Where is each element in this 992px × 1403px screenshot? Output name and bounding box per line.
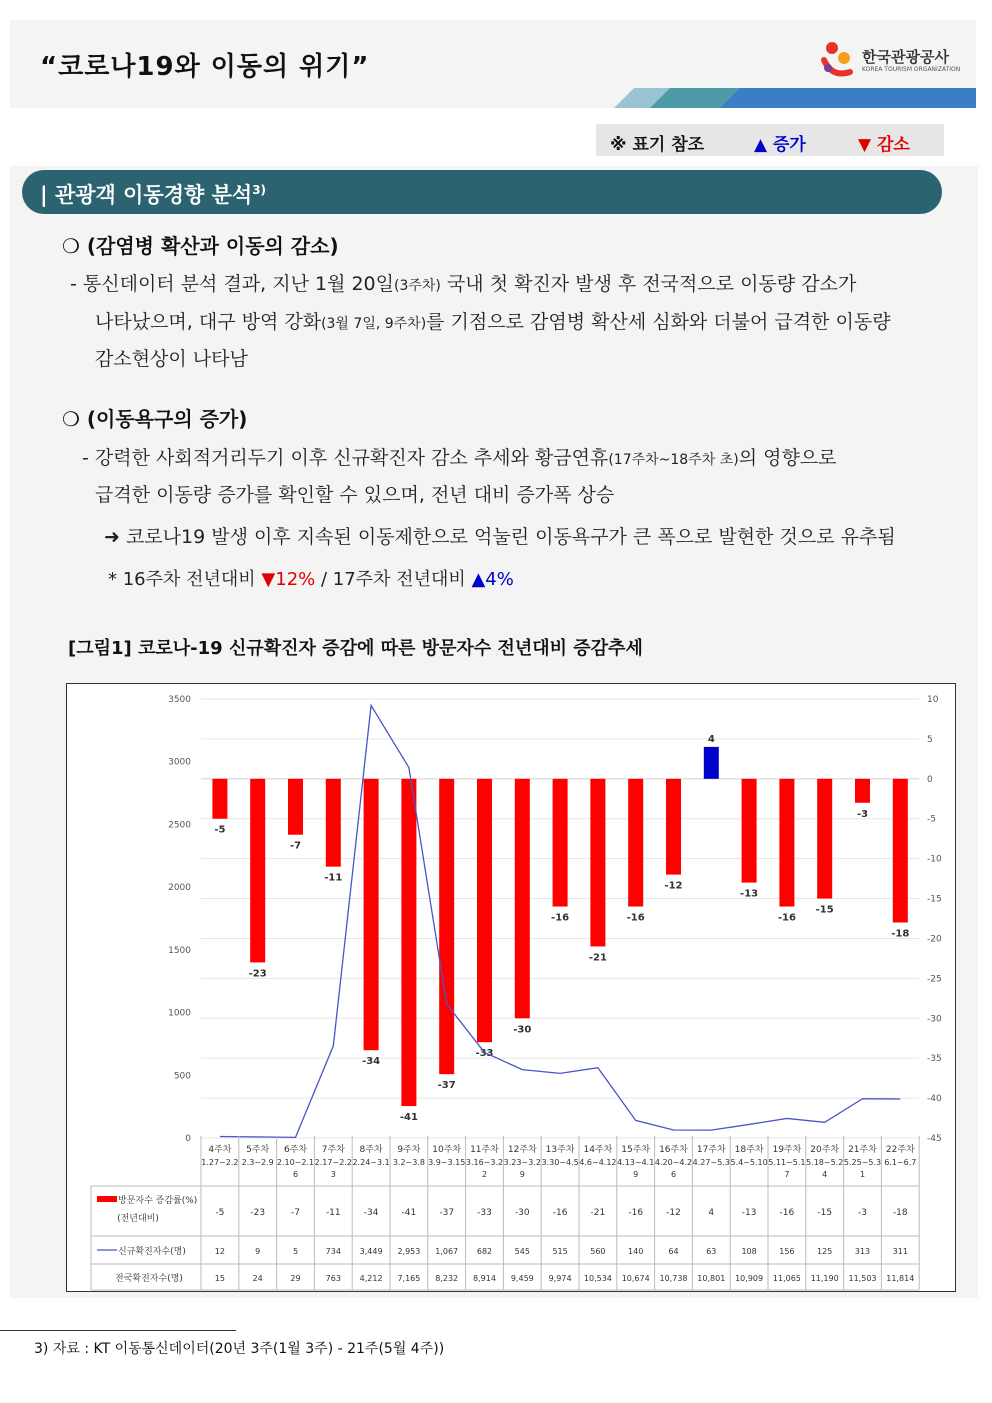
table-cell-rate: -11 — [325, 1208, 341, 1218]
item2-line2: 급격한 이동량 증가를 확인할 수 있으며, 전년 대비 증가폭 상승 — [95, 484, 615, 506]
table-cell-new-cases: 108 — [741, 1247, 757, 1256]
bar — [590, 779, 605, 947]
header-stripe-blue — [720, 88, 976, 108]
date-range-label: 3.16~3.2 — [465, 1158, 504, 1167]
left-axis-tick-label: 1000 — [168, 1008, 191, 1019]
note-decrease: ▼12% — [261, 569, 316, 590]
right-axis-tick-label: -5 — [927, 814, 936, 825]
text-span: 국내 첫 확진자 발생 후 전국적으로 이동량 감소가 — [440, 273, 857, 295]
bar-data-label: -7 — [289, 840, 302, 852]
marker-legend — [596, 124, 944, 156]
right-axis-tick-label: -10 — [927, 854, 942, 865]
text-span: (17주차~18주차 초) — [608, 452, 739, 468]
table-cell-total-cases: 4,212 — [359, 1274, 383, 1283]
item2-note — [108, 561, 514, 598]
legend-total-cases-label: 전국확진자수(명) — [115, 1274, 183, 1284]
right-axis-tick-label: -30 — [927, 1014, 942, 1025]
table-cell-rate: -21 — [590, 1208, 606, 1218]
table-cell-total-cases: 10,909 — [735, 1274, 764, 1283]
table-cell-new-cases: 1,067 — [435, 1247, 459, 1256]
table-cell-rate: -23 — [250, 1208, 266, 1218]
text-span: / 17주차 전년대비 — [315, 569, 472, 590]
table-cell-rate: -16 — [779, 1208, 795, 1218]
table-cell-new-cases: 734 — [325, 1247, 341, 1256]
date-range-label-cont: 6 — [670, 1170, 677, 1179]
table-cell-new-cases: 2,953 — [397, 1247, 421, 1256]
left-axis-tick-label: 2500 — [168, 820, 191, 831]
bar — [250, 779, 265, 963]
date-range-label: 2.17~2.2 — [314, 1158, 352, 1167]
table-cell-new-cases: 313 — [854, 1247, 871, 1256]
bar-data-label: -15 — [815, 904, 834, 916]
right-axis-tick-label: 10 — [927, 695, 939, 705]
date-range-label: 5.25~5.3 — [843, 1158, 882, 1167]
item2-arrow-line: ➜ 코로나19 발생 이후 지속된 이동제한으로 억눌린 이동욕구가 큰 폭으로 발현한 것으로 유추됨 — [104, 526, 896, 548]
logo-mark-icon — [818, 38, 858, 82]
date-range-label-cont: 9 — [633, 1170, 639, 1179]
table-cell-new-cases: 560 — [590, 1247, 606, 1256]
category-label: 12주차 — [507, 1145, 537, 1155]
date-range-label-cont: 4 — [822, 1170, 828, 1179]
section-footnote-ref: 3) — [252, 183, 267, 197]
category-label: 10주차 — [432, 1145, 462, 1155]
table-cell-new-cases: 3,449 — [359, 1247, 383, 1256]
table-cell-rate: -13 — [741, 1208, 757, 1218]
table-cell-rate: -15 — [817, 1208, 833, 1218]
table-cell-rate: -18 — [892, 1208, 908, 1218]
bar — [855, 779, 870, 803]
bar-data-label: -21 — [588, 952, 607, 964]
bar-data-label: -16 — [626, 912, 645, 924]
category-label: 5주차 — [246, 1145, 270, 1155]
category-label: 15주차 — [621, 1145, 651, 1155]
bar-data-label: -23 — [248, 968, 267, 980]
table-cell-new-cases: 682 — [476, 1247, 493, 1256]
bar-data-label: -37 — [437, 1080, 456, 1092]
legend-rate-label: 방문자수 증감률(%) — [118, 1196, 198, 1206]
category-label: 18주차 — [734, 1145, 764, 1155]
category-label: 21주차 — [848, 1145, 877, 1155]
tourism-logo — [818, 38, 961, 82]
table-cell-total-cases: 11,065 — [772, 1274, 801, 1283]
category-label: 20주차 — [810, 1145, 840, 1155]
category-label: 22주차 — [885, 1145, 915, 1155]
bar — [401, 779, 416, 1106]
date-range-label-cont: 2 — [481, 1170, 488, 1179]
bar — [364, 779, 379, 1050]
category-label: 17주차 — [696, 1145, 726, 1155]
date-range-label-cont: 1 — [859, 1170, 866, 1179]
bar — [553, 779, 568, 907]
table-cell-rate: -34 — [363, 1208, 379, 1218]
category-label: 14주차 — [583, 1145, 613, 1155]
category-label: 9주차 — [397, 1145, 421, 1155]
legend-ref: ※ 표기 참조 — [610, 135, 705, 155]
bar — [704, 747, 719, 779]
legend-new-cases-label: 신규확진자수(명) — [118, 1247, 186, 1257]
date-range-label: 3.23~3.2 — [503, 1158, 541, 1167]
bar-data-label: -33 — [475, 1048, 494, 1060]
right-axis-tick-label: -15 — [927, 894, 942, 905]
item2-heading: ❍ (이동욕구의 증가) — [62, 407, 248, 431]
logo-text: 한국관광공사 — [862, 48, 949, 66]
bar-data-label: 4 — [707, 733, 715, 745]
category-label: 13주차 — [545, 1145, 575, 1155]
table-cell-rate: -5 — [215, 1208, 225, 1218]
category-label: 7주차 — [321, 1145, 345, 1155]
category-label: 11주차 — [470, 1145, 499, 1155]
logo-subtext: KOREA TOURISM ORGANIZATION — [862, 66, 961, 73]
legend-decrease: ▼ 감소 — [858, 135, 910, 155]
date-range-label: 2.24~3.1 — [352, 1158, 390, 1167]
bar — [477, 779, 492, 1042]
text-span: (3월 7일, 9주차) — [321, 316, 427, 332]
table-cell-total-cases: 10,801 — [697, 1274, 726, 1283]
bar — [893, 779, 908, 923]
right-axis-tick-label: -45 — [927, 1134, 942, 1144]
item1-line3: 감소현상이 나타남 — [95, 348, 248, 370]
date-range-label-cont: 3 — [330, 1170, 336, 1179]
note-increase: ▲4% — [471, 569, 514, 590]
table-cell-total-cases: 24 — [252, 1274, 263, 1283]
bar — [288, 779, 303, 835]
left-axis-tick-label: 0 — [185, 1134, 191, 1144]
text-span: - 강력한 사회적거리두기 이후 신규확진자 감소 추세와 황금연휴 — [82, 447, 609, 469]
bar — [326, 779, 341, 867]
table-cell-total-cases: 29 — [290, 1274, 301, 1283]
section-title: | 관광객 이동경향 분석 — [40, 183, 253, 207]
table-cell-new-cases: 63 — [706, 1247, 717, 1256]
date-range-label: 2.10~2.1 — [276, 1158, 315, 1167]
left-axis-tick-label: 3000 — [168, 757, 191, 768]
table-cell-total-cases: 9,459 — [510, 1274, 534, 1283]
table-cell-new-cases: 9 — [255, 1247, 261, 1256]
date-range-label-cont: 9 — [519, 1170, 525, 1179]
date-range-label: 4.13~4.1 — [617, 1158, 655, 1167]
bar — [439, 779, 454, 1074]
section-header — [22, 170, 942, 214]
table-cell-total-cases: 10,534 — [583, 1274, 612, 1283]
table-cell-new-cases: 156 — [779, 1247, 795, 1256]
bar-data-label: -16 — [551, 912, 570, 924]
text-span: 나타났으며, 대구 방역 강화 — [95, 311, 322, 333]
table-cell-total-cases: 15 — [214, 1274, 225, 1283]
category-label: 19주차 — [772, 1145, 802, 1155]
table-cell-rate: -3 — [858, 1208, 867, 1218]
table-cell-total-cases: 11,814 — [886, 1274, 915, 1283]
item2-line1 — [82, 440, 837, 479]
date-range-label: 3.30~4.5 — [541, 1158, 579, 1167]
bar — [628, 779, 643, 907]
left-axis-tick-label: 500 — [173, 1071, 191, 1082]
right-axis-tick-label: -35 — [927, 1054, 942, 1065]
table-cell-rate: -37 — [439, 1208, 455, 1218]
legend-bar-swatch — [97, 1196, 117, 1202]
item1-line2 — [95, 304, 891, 343]
bar — [212, 779, 227, 819]
right-axis-tick-label: -40 — [927, 1094, 942, 1105]
table-cell-rate: -41 — [401, 1208, 417, 1218]
category-label: 4주차 — [208, 1145, 232, 1155]
table-cell-total-cases: 8,232 — [435, 1274, 459, 1283]
text-span: * 16주차 전년대비 — [108, 569, 262, 590]
category-label: 16주차 — [659, 1145, 688, 1155]
table-cell-total-cases: 10,738 — [659, 1274, 688, 1283]
date-range-label: 5.18~5.2 — [806, 1158, 844, 1167]
table-cell-new-cases: 64 — [668, 1247, 679, 1256]
table-cell-new-cases: 5 — [292, 1247, 299, 1256]
chart-frame — [66, 683, 956, 1292]
legend-increase: ▲ 증가 — [754, 135, 806, 155]
footnote: 3) 자료 : KT 이동통신데이터(20년 3주(1월 3주) - 21주(5월 4주)) — [34, 1341, 445, 1357]
date-range-label: 4.6~4.12 — [579, 1158, 617, 1167]
table-cell-rate: -12 — [666, 1208, 681, 1218]
text-span: 를 기점으로 감염병 확산세 심화와 더불어 급격한 이동량 — [426, 311, 891, 333]
date-range-label: 4.20~4.2 — [654, 1158, 693, 1167]
text-span: - 통신데이터 분석 결과, 지난 1월 20일 — [70, 273, 395, 295]
date-range-label: 5.4~5.10 — [730, 1158, 768, 1167]
bar — [666, 779, 681, 875]
table-cell-total-cases: 10,674 — [621, 1274, 650, 1283]
bar-data-label: -3 — [856, 808, 869, 820]
table-cell-new-cases: 515 — [552, 1247, 568, 1256]
table-cell-new-cases: 125 — [817, 1247, 833, 1256]
right-axis-tick-label: 0 — [927, 774, 933, 785]
table-cell-new-cases: 12 — [214, 1247, 225, 1256]
footnote-divider — [0, 1330, 236, 1331]
category-label: 6주차 — [283, 1145, 308, 1155]
date-range-label: 4.27~5.3 — [692, 1158, 730, 1167]
bar — [742, 779, 757, 883]
date-range-label-cont: 7 — [784, 1170, 790, 1179]
figure-title: [그림1] 코로나-19 신규확진자 증감에 따른 방문자수 전년대비 증감추세 — [68, 638, 643, 659]
left-axis-tick-label: 2000 — [168, 883, 191, 894]
bar — [817, 779, 832, 899]
date-range-label: 5.11~5.1 — [768, 1158, 806, 1167]
bar-data-label: -30 — [513, 1024, 532, 1036]
table-cell-rate: -30 — [514, 1208, 530, 1218]
legend-rate-sub: (전년대비) — [117, 1214, 159, 1224]
table-cell-new-cases: 311 — [892, 1247, 908, 1256]
date-range-label-cont: 6 — [292, 1170, 299, 1179]
table-cell-total-cases: 11,190 — [810, 1274, 839, 1283]
bar — [779, 779, 794, 907]
category-label: 8주차 — [359, 1145, 383, 1155]
right-axis-tick-label: -25 — [927, 974, 942, 985]
bar-data-label: -18 — [891, 928, 910, 940]
date-range-label: 3.2~3.8 — [392, 1158, 425, 1167]
bar — [515, 779, 530, 1018]
table-cell-rate: -7 — [291, 1208, 300, 1218]
bar-data-label: -12 — [664, 880, 683, 892]
bar-data-label: -5 — [214, 824, 226, 836]
item1-line1 — [70, 266, 856, 305]
table-cell-total-cases: 7,165 — [397, 1274, 421, 1283]
right-axis-tick-label: 5 — [927, 734, 933, 745]
table-cell-total-cases: 763 — [325, 1274, 341, 1283]
table-cell-rate: -16 — [628, 1208, 644, 1218]
bar-data-label: -34 — [362, 1056, 381, 1068]
date-range-label: 2.3~2.9 — [241, 1158, 274, 1167]
table-cell-total-cases: 11,503 — [848, 1274, 877, 1283]
bar-data-label: -41 — [399, 1112, 418, 1124]
date-range-label: 6.1~6.7 — [884, 1158, 917, 1167]
text-span: 의 영향으로 — [738, 447, 837, 469]
table-cell-rate: -33 — [477, 1208, 492, 1218]
left-axis-tick-label: 3500 — [168, 695, 191, 705]
bar-data-label: -16 — [777, 912, 796, 924]
table-cell-new-cases: 140 — [628, 1247, 644, 1256]
left-axis-tick-label: 1500 — [168, 945, 191, 956]
combo-chart — [67, 684, 955, 1291]
table-cell-rate: -16 — [552, 1208, 568, 1218]
table-cell-new-cases: 545 — [514, 1247, 530, 1256]
table-cell-total-cases: 8,914 — [473, 1274, 496, 1283]
item1-heading: ❍ (감염병 확산과 이동의 감소) — [62, 234, 339, 258]
right-axis-tick-label: -20 — [927, 934, 942, 945]
bar-data-label: -11 — [324, 872, 343, 884]
bar-data-label: -13 — [740, 888, 759, 900]
table-cell-total-cases: 9,974 — [548, 1274, 572, 1283]
date-range-label: 3.9~3.15 — [428, 1158, 466, 1167]
date-range-label: 1.27~2.2 — [201, 1158, 239, 1167]
page-title: “코로나19와 이동의 위기” — [40, 52, 370, 82]
text-span: (3주차) — [394, 278, 441, 294]
table-cell-rate: 4 — [708, 1208, 715, 1218]
